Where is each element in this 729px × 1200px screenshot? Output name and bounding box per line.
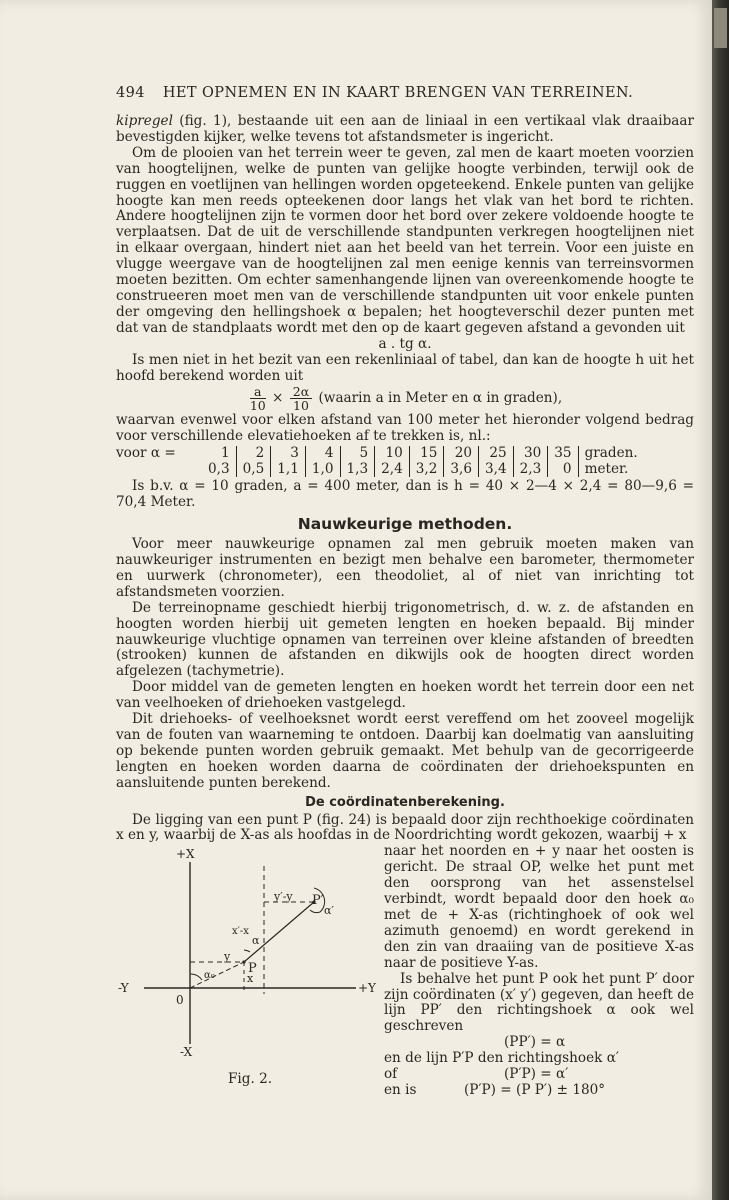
book-edge <box>712 0 729 1200</box>
chapter-title: HET OPNEMEN EN IN KAART BRENGEN VAN TERREINEN. <box>162 85 634 101</box>
paragraph-rekenliniaal: Is men niet in het bezit van een rekenliniaal of tabel, dan kan de hoogte h uit het hoofd berekend worden uit <box>116 351 694 384</box>
section-heading-coordinatenberekening: De coördinatenberekening. <box>305 794 505 810</box>
figure-block <box>116 843 694 1098</box>
paragraph-hoogtelijnen: Om de plooien van het terrein weer te geven, zal men de kaart moeten voorzien van hoogtelijnen, welke de punten van gelijke hoogte verbinden, terwijl ook de ruggen en voetlijnen van hellingen worden opgeteekend. Enkele punten van gelijke hoogte kan men reeds opteekenen door langs het vlak van het bord te richten. Andere hoogtelijnen zijn te vormen door het bord over zekere voldoende hoogte te verplaatsen. Dat de uit de verschillende standpunten verkregen hoogtelijnen niet in elkaar overgaan, hindert niet aan het beeld van het terrein. Voor een juiste en vlugge weergave van de hoogtelijnen zal men eenige kennis van terreinsvormen moeten bezitten. Om echter samenhangende lijnen van overeenkomende hoogte te construeeren moet men van de verschillende standpunten uit voor enkele punten der omgeving den hellingshoek α bepalen; het hoogteverschil dezer punten met dat van de standplaats wordt met den op de kaart gegeven afstand a gevonden uit <box>116 144 694 336</box>
alpha0-arc <box>190 974 202 980</box>
label-y: y <box>224 950 231 964</box>
label-x: x <box>247 972 254 986</box>
paragraph-example: Is b.v. α = 10 graden, a = 400 meter, dan is h = 40 × 2—4 × 2,4 = 80—9,6 = 70,4 Meter. <box>116 478 694 511</box>
alpha-arc <box>244 950 250 952</box>
label-p-prime: P′ <box>312 893 324 909</box>
book-edge-tab <box>714 8 727 48</box>
ray-op <box>190 962 244 988</box>
label-xp-minus-x: x′-x <box>232 926 249 938</box>
paragraph-ligging: De ligging van een punt P (fig. 24) is bepaald door zijn rechthoekige coördinaten x en y, waarbij de X-as als hoofdas in de Noordrichting wordt gekozen, waarbij + x <box>116 811 694 844</box>
line-pp-prime <box>244 902 314 962</box>
term-kipregel: kipregel <box>116 113 173 129</box>
table-row-meters: 0,3 0,5 1,1 1,0 1,3 2,4 3,2 3,6 3,4 2,3 0 meter. <box>116 462 644 478</box>
label-yp-minus-y: y′-y <box>274 890 293 904</box>
label-p: P <box>248 961 257 977</box>
figure-caption: Fig. 2. <box>228 1071 273 1088</box>
paragraph-trigonometrisch: De terreinopname geschiedt hierbij trigonometrisch, d. w. z. de afstanden en hoogten worden hierbij uit gemeten lengten en hoeken bepaald. Bij minder nauwkeurige vluchtige opnamen van terreinen over kleine afstanden of breedten (strooken) kunnen de afstanden en dikwijls ook de hoogten direct worden afgelezen (tachymetrie). <box>116 599 694 680</box>
label-minus-y: -Y <box>118 981 129 996</box>
label-alpha: α <box>252 934 260 948</box>
label-origin: 0 <box>176 993 184 1008</box>
formula-height: $\frac{a}{10}$ × $\frac{2\alpha}{10}$ (waarin a in Meter en α in graden), <box>249 384 563 414</box>
label-plus-x: +X <box>176 847 195 862</box>
paragraph-veelhoeken: Door middel van de gemeten lengten en hoeken wordt het terrein door een net van veelhoeken of driehoeken vastgelegd. <box>116 679 694 712</box>
label-minus-x: -X <box>180 1045 193 1060</box>
paragraph-vereffend: Dit driehoeks- of veelhoeksnet wordt eerst vereffend om het zooveel mogelijk van de fouten van waarneming te ontdoen. Daarbij kan doelmatig van aansluiting op bekende punten worden gebruik gemaakt. Met behulp van de gecorrigeerde lengten en hoeken worden daarna de coördinaten der driehoekspunten en aansluitende punten berekend. <box>116 711 694 791</box>
figure-side-text <box>384 844 694 1099</box>
table-row-degrees: voor α = 1 2 3 4 5 10 15 20 25 30 35 graden. <box>116 445 638 462</box>
label-alpha0: α₀ <box>204 970 215 982</box>
paragraph-richtinghoek: naar het noorden en + y naar het oosten is gericht. De straal OP, welke het punt met den oorsprong van het assenstelsel verbindt, wordt bepaald door den hoek α₀ met de + X-as (richtinghoek of ook wel azimuth genoemd) en wordt gerekend in den zin van draaiing van de positieve X-as naar de positieve Y-as. <box>384 843 694 971</box>
paragraph-lijn-p-prime-p: en de lijn P′P den richtingshoek α′ <box>384 1050 619 1067</box>
page-number: 494 <box>116 85 145 101</box>
fraction-a-10: $\frac{a}{10}$ <box>249 384 266 414</box>
point-p <box>242 961 245 964</box>
equation-p-prime-p: of (P′P) = α′ <box>384 1066 569 1083</box>
fraction-2alpha-10: $\frac{2\alpha}{10}$ <box>290 385 312 412</box>
correction-table <box>116 446 644 477</box>
paragraph-correctie: waarvan evenwel voor elken afstand van 100 meter het hieronder volgend bedrag voor verschillende elevatiehoeken af te trekken is, nl.: <box>116 412 694 445</box>
formula-a-tg-alpha: a . tg α. <box>378 335 432 352</box>
paragraph-kipregel: kipregel (fig. 1), bestaande uit een aan de liniaal in een vertikaal vlak draaibaar bevestigden kijker, welke tevens tot afstandsmeter is ingericht. <box>116 113 694 145</box>
paragraph-punt-p-prime: Is behalve het punt P ook het punt P′ door zijn coördinaten (x′ y′) gegeven, dan heeft de lijn PP′ den richtingshoek α ook wel geschreven <box>384 970 694 1035</box>
equation-relation: en is (P′P) = (P P′) ± 180° <box>384 1081 606 1098</box>
coordinate-figure <box>116 844 378 1089</box>
label-plus-y: +Y <box>358 981 376 996</box>
running-head <box>116 85 676 101</box>
section-heading-nauwkeurige-methoden: Nauwkeurige methoden. <box>297 515 513 534</box>
label-alpha-prime: α′ <box>324 904 334 918</box>
page-body <box>116 113 694 1098</box>
paragraph-instrumenten: Voor meer nauwkeurige opnamen zal men gebruik moeten maken van nauwkeuriger instrumenten en bezigt men behalve een barometer, thermometer en uurwerk (chronometer), een theodoliet, al of niet van inrichting tot afstandsmeten voorzien. <box>116 536 694 600</box>
equation-pp-prime: (PP′) = α <box>504 1034 566 1051</box>
